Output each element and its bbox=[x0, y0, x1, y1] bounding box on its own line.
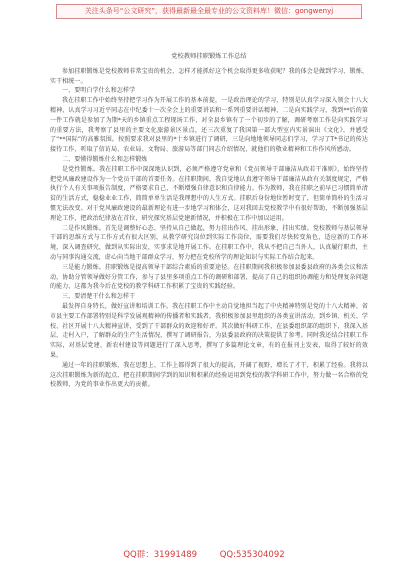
qq-group: QQ群：31991489 bbox=[123, 550, 198, 560]
paragraph: 三是能力锻炼。挂职锻炼是提高领导干部综合素质的重要途径。在挂职期间我积极参加县委县政府的各类会议和活动，协助分管领导做好分管工作，参与了县里多项重点工作的调研和部署，提高了自己的组织协调能力和处理复杂问题的能力，这都为我今后在党校的教学科研工作积累了宝贵的实践经验。 bbox=[50, 263, 368, 291]
section-heading: 三、要清楚干什么和怎样干 bbox=[62, 293, 136, 301]
promo-banner: 关注头条号“公文研究”，获得最新最全最专业的公文资料库！微信：gongwenyj bbox=[56, 4, 362, 19]
document-body bbox=[50, 52, 368, 390]
paragraph: 二是作风锻炼。首先是调整好心态、坚持从自己做起，努力挂出作风、挂出形象、挂出实绩。党校教师与基层领导干部的思维方式与工作方式有很大区别，从教学研究岗位到实际工作岗位，需要我们尽快转变角色，适应新的工作环境，深入调查研究，做到从实际出发，实事求是地开展工作。在挂职工作中，我从不把自己当外人，认真履行职责，主动与同事沟通交流，虚心向当地干部群众学习，努力把在党校所学的理论知识与实际工作结合起来。 bbox=[50, 224, 368, 261]
paragraph: 是党性锻炼。我在挂职工作中深深地认识到，必须严格遵守党章和《党员领导干部廉洁从政若干准则》，始终坚持把党风廉政建设作为一个党员干部的首要任务。在挂职期间，我自觉地认真遵守领导干部廉洁从政有关制度规定，严格执行个人有关事项报告制度，严格要求自己，不断增强自律意识和自律能力。作为教师，我在挂职之前早已习惯简单清贫的生活方式，稳稳业业工作，简简单单生活是我理想中的人生方式。挂职后身份地位暂时变了，但简单简朴的生活习惯无法改变。对于党风廉政建设的最新理论有进一步地学习和体会，这对我回去党校教学中有很好帮助，不断加强基层理论工作，把政治纪律放在首位，研究探究基层党建新情况，并积极在工作中加以运用。 bbox=[50, 165, 368, 222]
footer-contact bbox=[0, 548, 408, 560]
paragraph: 参加挂职锻炼是党校教师非常宝贵的机会，怎样才能抓好这个机会取得更多收获呢？我的体会是做到学习、锻炼、实干相统一。 bbox=[50, 67, 368, 85]
section-heading: 二、要懂得锻炼什么和怎样锻炼 bbox=[62, 155, 148, 163]
document-paragraphs bbox=[50, 67, 368, 390]
paragraph: 最发挥自身特长，做好宣讲和培训工作。我在挂职工作中主动自觉地担当起了中央精神特别是党的十八大精神、省市县主要工作部署特别是科学发展观精神的传播者和实践者，我积极参加县里组织的各类宣讲活动，到乡镇、机关、学校、社区开展十八大精神宣讲，受到了干部群众的欢迎和好评。其次做好科研工作，在县委组织部的组织下，我深入基层，走村入户，了解群众的生产生活情况，撰写了调研报告，为县委县政府的决策提供了参考。同时我还结合挂职工作实际，对基层党建、新农村建设等问题进行了深入思考，撰写了多篇理论文章，有的在报刊上发表，取得了较好的效果。 bbox=[50, 302, 368, 359]
paragraph: 通过一年的挂职锻炼，我在思想上、工作上都得到了很大的提高，开阔了视野，增长了才干，积累了经验。我将以这次挂职锻炼为新的起点，把在挂职期间学到的知识和积累的经验运用到党校的教学科研工作中，努力做一名合格的党校教师，为党的事业作出更大的贡献。 bbox=[50, 361, 368, 389]
document-title: 党校教师挂职锻炼工作总结 bbox=[171, 53, 247, 60]
section-heading: 一、要明白学什么和怎样学 bbox=[62, 87, 136, 95]
paragraph: 我在挂职工作中始终坚持把学习作为开展工作的基本前提，一是政治理论的学习，特别是认真学习深入领会十八大精神，认真学习习近平同志在中纪委十一次全会上的重要讲话和一系列重要讲话精神，二是向实践学习，我到**后的第一件工作就是参加了为期*天的乡镇重点工程现场工作，对全县乡镇有了一个初步的了解，调研考察工作是向实践学习的重要方法，我考察了县里的主要文化旅游景区景点，还三次重复了我国第一部大型室内实景演出《文化》，并感受了“**国际”的高雅氛围。按照要求我对县里的*十乡镇进行了调研，三是向地地领导同志们学习，学习了T*书记的传达接待工作，听取了信访局、农业局、文物局、旅游局等部门同志介绍情况，就他们的敬业精神和工作作风所感动。 bbox=[50, 97, 368, 154]
qq-number: QQ:535304092 bbox=[219, 550, 285, 560]
